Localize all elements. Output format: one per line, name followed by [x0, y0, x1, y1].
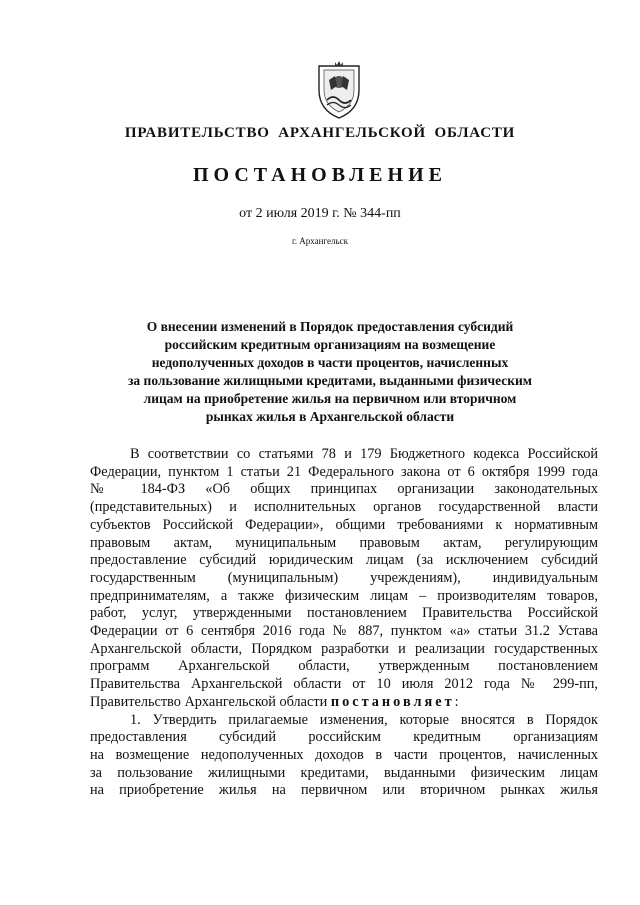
decree-keyword: постановляет — [330, 693, 455, 710]
body-line: (представительных) и исполнительных органов государственной власти — [90, 499, 598, 516]
body-line: Архангельской области, Порядком разработки и реализации государственных — [90, 640, 598, 657]
body-line: правовым актам, муниципальным правовым актам, регулирующим — [90, 534, 598, 551]
body-line: В соответствии со статьями 78 и 179 Бюджетного кодекса Российской — [130, 446, 598, 462]
subject-line: рынках жилья в Архангельской области — [205, 409, 455, 424]
body-line: Федерации от 6 сентября 2016 года № 887, пунктом «а» статьи 31.2 Устава — [90, 623, 598, 640]
body-line-decree — [90, 694, 598, 712]
body-line: субъектов Российской Федерации», общими требованиями к нормативным — [90, 516, 598, 533]
body-line: государственным (муниципальным) учреждениям), индивидуальным — [90, 569, 598, 586]
body-line: предоставления субсидий российским кредитным организациям — [90, 729, 598, 746]
subject-line: лицам на приобретение жилья на первичном или вторичном — [143, 391, 517, 406]
document-type-heading: ПОСТАНОВЛЕНИЕ — [193, 164, 447, 186]
organization-title: ПРАВИТЕЛЬСТВО АРХАНГЕЛЬСКОЙ ОБЛАСТИ — [124, 125, 516, 141]
body-line: на приобретение жилья на первичном или вторичном рынках жилья — [90, 782, 598, 799]
decree-suffix: : — [454, 693, 459, 710]
body-line: предоставление субсидий юридическим лицам (за исключением субсидий — [90, 552, 598, 569]
decree-prefix: Правительство Архангельской области — [90, 693, 331, 710]
body-line: работ, услуг, утвержденными постановлением Правительства Российской — [90, 605, 598, 622]
subject-line: О внесении изменений в Порядок предоставления субсидий — [146, 319, 514, 334]
subject-line: за пользование жилищными кредитами, выданными физическим — [128, 373, 532, 388]
body-line: на возмещение недополученных доходов в части процентов, начисленных — [90, 746, 598, 763]
body-line: Правительства Архангельской области от 10 июля 2012 года № 299-пп, — [90, 676, 598, 693]
body-line: 1. Утвердить прилагаемые изменения, которые вносятся в Порядок — [130, 711, 598, 728]
subject-line: недополученных доходов в части процентов, начисленных — [151, 355, 509, 370]
document-subject — [110, 318, 550, 426]
document-city: г. Архангельск — [292, 236, 348, 246]
document-date-number: от 2 июля 2019 г. № 344-пп — [239, 206, 401, 221]
body-line: за пользование жилищными кредитами, выданными физическим лицам — [90, 764, 598, 781]
subject-line: российским кредитным организациям на возмещение — [164, 337, 496, 352]
body-line: № 184-ФЗ «Об общих принципах организации законодательных — [90, 481, 598, 498]
document-body — [90, 446, 598, 800]
body-line: программ Архангельской области, утвержденным постановлением — [90, 658, 598, 675]
body-line: предпринимателям, а также физическим лицам – производителям товаров, — [90, 587, 598, 604]
coat-of-arms-icon — [315, 60, 363, 120]
body-line: Федерации, пунктом 1 статьи 21 Федерального закона от 6 октября 1999 года — [90, 463, 598, 480]
